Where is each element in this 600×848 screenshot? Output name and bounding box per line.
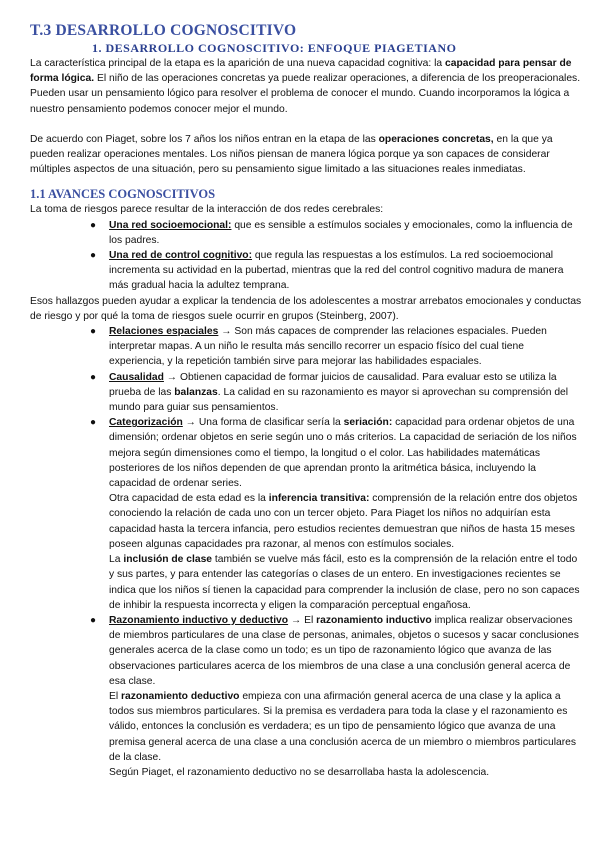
advances-list [30,324,582,780]
bullet-icon: ● [90,371,97,383]
list-item: ● Categorización → Una forma de clasificar sería la seriación: capacidad para ordenar objetos de una dimensión; ordenar objetos en serie según uno o más criterios. La capacidad de seriación de los niños mejora según dimensiones como el tiempo, la longitud o el color. Las habilidades matemáticas posteriores de los niños dependen de que aprendan pronto la aritmética básica, incluyendo la capacidad de ordenar series. Otra capacidad de esta edad es la inferencia transitiva: comprensión de la relación entre dos objetos conociendo la relación de cada uno con un tercer objeto. Para Piaget los niños no adquirían esta capacidad hasta la tercera infancia, pero estudios recientes demuestran que niños de hasta 15 meses poseen algunas capacidades pra razonar, al menos con estímulos sociales. La inclusión de clase también se vuelve más fácil, esto es la comprensión de la relación entre el todo y sus partes, y para entender las categorías o clases de un entero. En investigaciones recientes se indica que los niños sí tienen la capacidad para comprender la inclusión de clase, pero no son capaces de inhibir la respuesta incorrecta y eligen la comparación perceptual engañosa. [90,417,580,611]
section-subtitle: 1. DESARROLLO COGNOSCITIVO: ENFOQUE PIAGETIANO [92,41,457,55]
networks-list [30,218,582,294]
section-heading: 1.1 AVANCES COGNOSCITIVOS [30,187,216,202]
list-item: ● Una red socioemocional: que es sensible a estímulos sociales y emocionales, como la influencia de los padres. [90,219,573,246]
bridge-paragraph: Esos hallazgos pueden ayudar a explicar la tendencia de los adolescentes a mostrar arrebatos emocionales y conductas de riesgo y por qué la toma de riesgos suele ocurrir en grupos (Steinberg, 2007). [30,295,582,322]
bullet-icon: ● [90,326,97,338]
bullet-icon: ● [90,219,97,231]
list-item: ● Causalidad → Obtienen capacidad de formar juicios de causalidad. Para evaluar esto se utiliza la prueba de las balanzas. La calidad en su razonamiento es mayor si aprovechan su comprensión del mundo para guiar sus pensamientos. [90,371,569,414]
list-item: ● Una red de control cognitivo: que regula las respuestas a los estímulos. La red socioemocional incrementa su actividad en la pubertad, mientras que la red del control cognitivo madura de manera más gradual hacia la adultez temprana. [90,250,564,292]
list-item: ● Relaciones espaciales → Son más capaces de comprender las relaciones espaciales. Pueden interpretar mapas. A un niño le resulta más sencillo recorrer un espacio físico del cual tiene experiencia, y la repetición también sirve para mejorar las habilidades espaciales. [90,326,547,368]
bullet-icon: ● [90,417,97,429]
bullet-icon: ● [90,614,97,626]
page-title: T.3 DESARROLLO COGNOSCITIVO [30,22,297,39]
intro-paragraph-2: De acuerdo con Piaget, sobre los 7 años los niños entran en la etapa de las operaciones concretas, en la que ya pueden realizar operaciones mentales. Los niños piensan de manera lógica porque ya son capaces de considerar múltiples aspectos de una situación, pero su pensamiento sigue limitado a las situaciones reales inmediatas. [30,133,553,176]
bullet-icon: ● [90,250,97,262]
section-lead: La toma de riesgos parece resultar de la interacción de dos redes cerebrales: [30,204,384,216]
list-item: ● Razonamiento inductivo y deductivo → El razonamiento inductivo implica realizar observaciones de miembros particulares de una clase de personas, animales, objetos o sucesos y sacar conclusiones generales acerca de la clase como un todo; es un tipo de razonamiento lógico que avanza de las observaciones particulares acerca de los miembros de una clase a una conclusión general acerca de esa clase. El razonamiento deductivo empieza con una afirmación general acerca de una clase y la aplica a todos sus miembros particulares. Si la premisa es verdadera para toda la clase y el razonamiento es válido, entonces la conclusión es verdadera; es un tipo de pensamiento lógico que avanza de una premisa general acerca de una clase a una conclusión acerca de un miembro o miembros particulares de la clase. Según Piaget, el razonamiento deductivo no se desarrollaba hasta la adolescencia. [90,614,579,778]
intro-paragraph-1: La característica principal de la etapa es la aparición de una nueva capacidad cognitiva: la capacidad para pensar de forma lógica. El niño de las operaciones concretas ya puede realizar operaciones, a diferencia de los preoperacionales. Pueden usar un pensamiento lógico para resolver el problema de conocer el mundo. Cuando incorporamos la lógica a nuestro pensamiento podemos conocer mejor el mundo. [30,58,581,115]
